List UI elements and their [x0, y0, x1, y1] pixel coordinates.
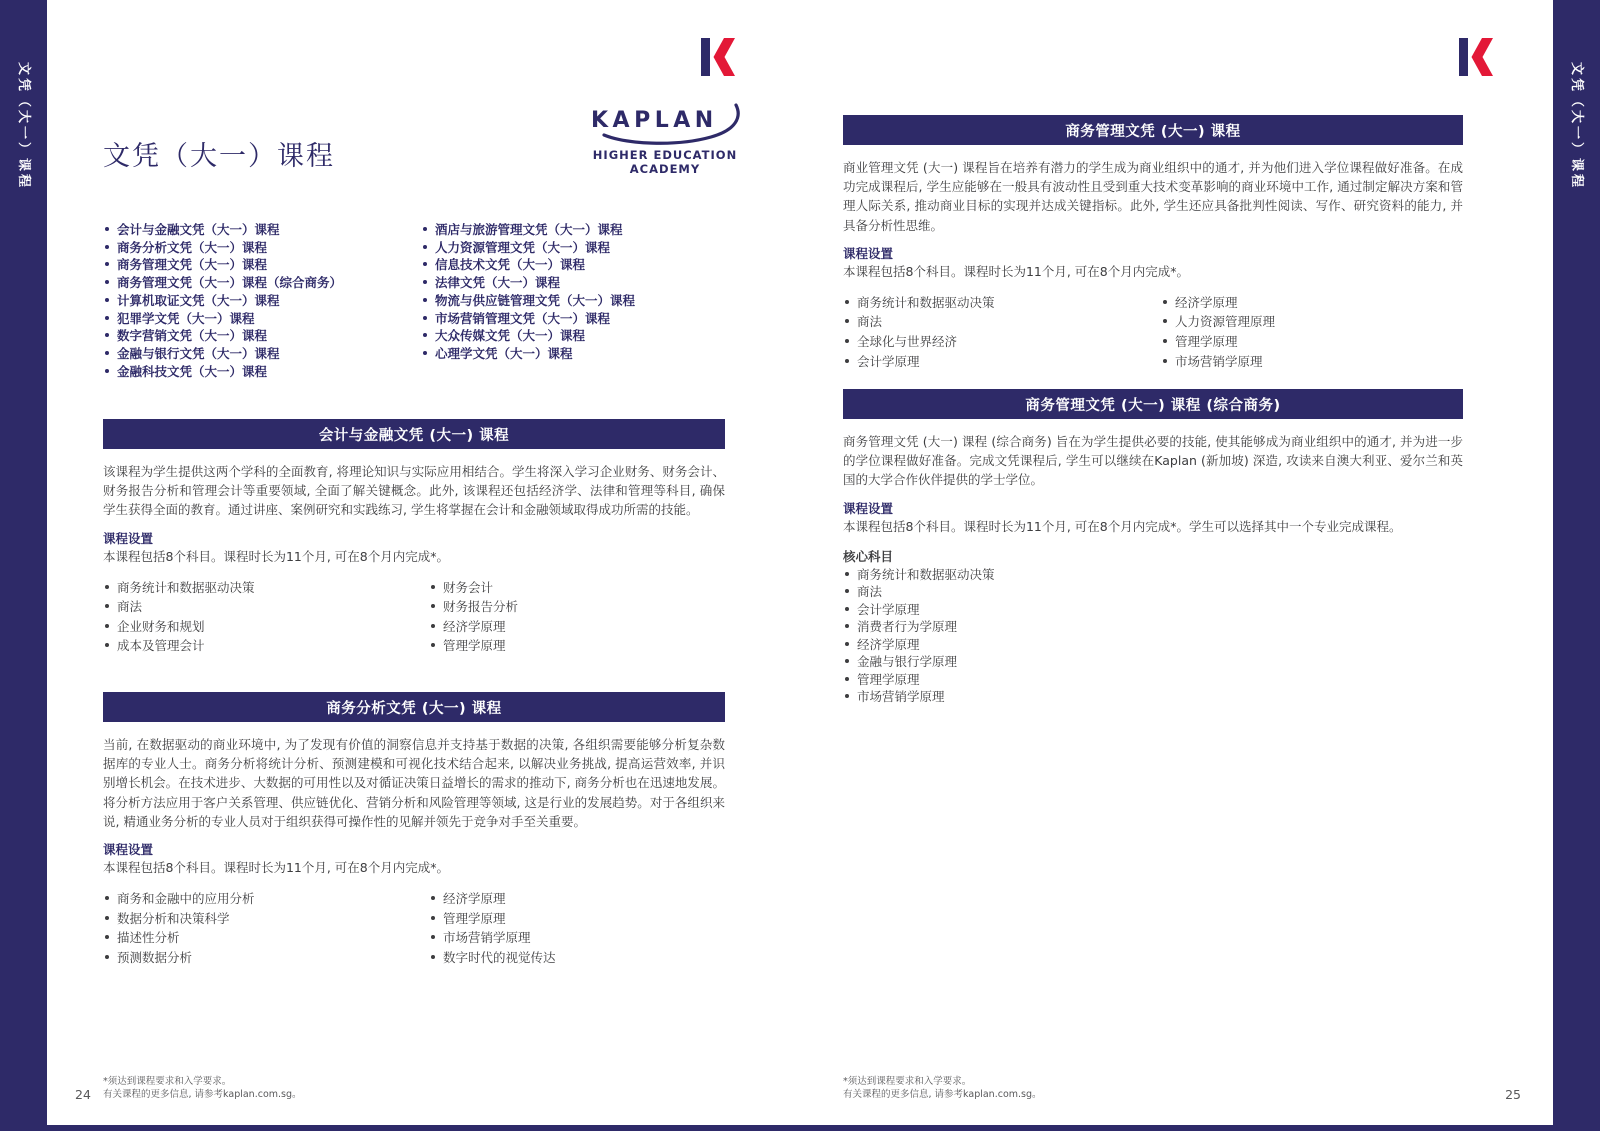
- bullet-icon: [845, 359, 849, 363]
- bullet-icon: [105, 262, 109, 266]
- subject-column-2: [1161, 293, 1463, 371]
- bullet-icon: [105, 369, 109, 373]
- list-item: [103, 345, 421, 363]
- list-item-label: 成本及管理会计: [117, 638, 205, 654]
- course-setup-heading: 课程设置: [843, 245, 894, 261]
- list-item: [429, 889, 725, 909]
- list-item-label: 会计与金融文凭（大一）课程: [117, 222, 280, 237]
- subject-column-2: [429, 889, 725, 967]
- course-link-column-2: [421, 221, 725, 380]
- list-item: [843, 653, 1463, 671]
- list-item-label: 管理学原理: [1175, 334, 1238, 349]
- bullet-icon: [845, 300, 849, 304]
- bullet-icon: [1163, 319, 1167, 323]
- section-business-management: [843, 115, 1463, 371]
- bullet-icon: [423, 280, 427, 284]
- list-item: [843, 352, 1161, 372]
- list-item-label: 商务和金融中的应用分析: [117, 891, 255, 907]
- list-item: [103, 636, 429, 656]
- list-item: [429, 636, 725, 656]
- section-banner: 会计与金融文凭 (大一) 课程: [103, 419, 725, 449]
- list-item: [421, 256, 725, 274]
- list-item-label: 商务统计和数据驱动决策: [117, 579, 255, 595]
- list-item-label: 企业财务和规划: [117, 618, 205, 634]
- section-description: 该课程为学生提供这两个学科的全面教育, 将理论知识与实际应用相结合。学生将深入学习企业财务、财务会计、财务报告分析和管理会计等重要领域, 全面了解关键概念。此外, 该课程还包括经济学、法律和管理等科目, 确保学生获得全面的教育。通过讲座、案例研究和实践练习, 学生将掌握在会计和金融领域取得成功所需的技能。: [103, 464, 725, 518]
- list-item: [843, 688, 1463, 706]
- list-item-label: 市场营销学原理: [857, 689, 945, 705]
- list-item-label: 经济学原理: [443, 891, 506, 907]
- list-item: [103, 274, 421, 292]
- list-item: [843, 332, 1161, 352]
- kaplan-subtitle-line2: ACADEMY: [629, 162, 701, 177]
- list-item-label: 市场营销管理文凭（大一）课程: [435, 310, 611, 326]
- list-item: [429, 597, 725, 617]
- list-item: [103, 239, 421, 257]
- bullet-icon: [431, 585, 435, 589]
- bullet-icon: [1163, 359, 1167, 363]
- list-item: [429, 617, 725, 637]
- list-item: [421, 221, 725, 239]
- list-item: [421, 274, 725, 292]
- list-item-label: 全球化与世界经济: [857, 334, 958, 349]
- subject-lists: [103, 889, 725, 967]
- list-item-label: 犯罪学文凭（大一）课程: [117, 310, 255, 326]
- list-item: [421, 345, 725, 363]
- page-footer: [75, 1076, 725, 1102]
- section-description: 当前, 在数据驱动的商业环境中, 为了发现有价值的洞察信息并支持基于数据的决策, 各组织需要能够分析复杂数据库的专业人士。商务分析将统计分析、预测建模和可视化技术结合起来, 以解决业务挑战, 提高运营效率, 并识别增长机会。在技术进步、大数据的可用性以及对循证决策日益增长的需求的推动下, 商务分析也在迅速地发展。将分析方法应用于客户关系管理、供应链优化、营销分析和风险管理等领域, 这是行业的发展趋势。对于各组织来说, 精通业务分析的专业人员对于组织获得可操作性的见解并领先于竞争对手至关重要。: [103, 737, 725, 829]
- list-item: [421, 327, 725, 345]
- section-description: 商业管理文凭 (大一) 课程旨在培养有潜力的学生成为商业组织中的通才, 并为他们进入学位课程做好准备。在成功完成课程后, 学生应能够在一般具有波动性且受到重大技术变革影响的商业环境中工作, 通过制定解决方案和管理人际关系, 推动商业目标的实现并达成关键指标。此外, 学生还应具备批判性阅读、写作、研究资料的能力, 并具备分析性思维。: [843, 160, 1463, 233]
- list-item-label: 管理学原理: [443, 910, 506, 926]
- bullet-icon: [423, 316, 427, 320]
- bullet-icon: [431, 604, 435, 608]
- course-setup-text: 本课程包括8个科目。课程时长为11个月, 可在8个月内完成*。学生可以选择其中一个专业完成课程。: [843, 518, 1402, 534]
- list-item-label: 商法: [857, 584, 883, 600]
- list-item-label: 法律文凭（大一）课程: [435, 275, 561, 291]
- bullet-icon: [423, 262, 427, 266]
- list-item-label: 商务管理文凭（大一）课程: [117, 257, 268, 273]
- list-item-label: 消费者行为学原理: [857, 619, 958, 635]
- bullet-icon: [105, 280, 109, 284]
- list-item: [843, 618, 1463, 636]
- page-24: [75, 0, 738, 1131]
- list-item-label: 描述性分析: [117, 930, 180, 946]
- bullet-icon: [431, 916, 435, 920]
- course-link-column-1: [103, 221, 421, 380]
- subject-lists: [103, 578, 725, 656]
- footnote-line1: *须达到课程要求和入学要求。: [843, 1076, 972, 1087]
- bullet-icon: [105, 955, 109, 959]
- kaplan-subtitle-line1: HIGHER EDUCATION: [592, 148, 738, 162]
- list-item: [103, 928, 429, 948]
- list-item-label: 市场营销学原理: [1175, 353, 1263, 369]
- list-item-label: 计算机取证文凭（大一）课程: [117, 292, 280, 308]
- list-item-label: 管理学原理: [857, 671, 920, 687]
- subject-column-2: [429, 578, 725, 656]
- course-setup-text: 本课程包括8个科目。课程时长为11个月, 可在8个月内完成*。: [103, 860, 450, 876]
- page-footer: [843, 1076, 1521, 1102]
- bullet-icon: [845, 607, 849, 611]
- list-item-label: 金融与银行文凭（大一）课程: [117, 345, 280, 361]
- list-item-label: 市场营销学原理: [443, 930, 531, 946]
- list-item-label: 心理学文凭（大一）课程: [435, 345, 573, 361]
- bullet-icon: [105, 316, 109, 320]
- list-item-label: 数字时代的视觉传达: [443, 949, 556, 965]
- bullet-icon: [105, 351, 109, 355]
- section-banner: 商务管理文凭 (大一) 课程: [843, 115, 1463, 145]
- bullet-icon: [105, 643, 109, 647]
- list-item-label: 财务报告分析: [443, 599, 519, 615]
- page-number: 24: [75, 1086, 91, 1102]
- bullet-icon: [845, 642, 849, 646]
- course-setup-text: 本课程包括8个科目。课程时长为11个月, 可在8个月内完成*。: [103, 548, 450, 564]
- list-item: [843, 601, 1463, 619]
- list-item: [843, 293, 1161, 313]
- bullet-icon: [423, 245, 427, 249]
- list-item-label: 人力资源管理文凭（大一）课程: [435, 239, 611, 255]
- bullet-icon: [1163, 339, 1167, 343]
- bullet-icon: [431, 935, 435, 939]
- bullet-icon: [105, 298, 109, 302]
- list-item-label: 信息技术文凭（大一）课程: [435, 257, 586, 273]
- kaplan-logo: [589, 38, 741, 177]
- bullet-icon: [845, 624, 849, 628]
- kaplan-k-icon: [701, 38, 737, 76]
- kaplan-wordmark-text: KAPLAN: [591, 108, 718, 133]
- bullet-icon: [105, 896, 109, 900]
- core-subject-list: [843, 566, 1463, 706]
- bullet-icon: [431, 955, 435, 959]
- list-item: [429, 928, 725, 948]
- list-item: [843, 583, 1463, 601]
- list-item: [843, 636, 1463, 654]
- list-item-label: 商法: [857, 314, 883, 330]
- list-item-label: 财务会计: [443, 579, 494, 595]
- section-banner: 商务管理文凭 (大一) 课程 (综合商务): [843, 389, 1463, 419]
- list-item-label: 数据分析和决策科学: [117, 910, 230, 926]
- list-item-label: 数字营销文凭（大一）课程: [117, 328, 268, 344]
- list-item: [1161, 312, 1463, 332]
- bullet-icon: [423, 298, 427, 302]
- list-item: [103, 597, 429, 617]
- course-setup-text: 本课程包括8个科目。课程时长为11个月, 可在8个月内完成*。: [843, 263, 1190, 279]
- right-vertical-tab-label: 文凭（大一）课程: [1569, 62, 1584, 191]
- page-25: [843, 0, 1521, 1131]
- bullet-icon: [845, 677, 849, 681]
- list-item-label: 物流与供应链管理文凭（大一）课程: [435, 292, 636, 308]
- bullet-icon: [105, 245, 109, 249]
- list-item-label: 金融与银行学原理: [857, 654, 958, 670]
- section-banner: 商务分析文凭 (大一) 课程: [103, 692, 725, 722]
- bullet-icon: [845, 572, 849, 576]
- list-item: [843, 671, 1463, 689]
- bullet-icon: [423, 227, 427, 231]
- list-item-label: 会计学原理: [857, 601, 920, 617]
- list-item: [103, 948, 429, 968]
- list-item-label: 预测数据分析: [117, 949, 193, 965]
- page-number: 25: [1505, 1086, 1521, 1102]
- bullet-icon: [845, 339, 849, 343]
- bullet-icon: [1163, 300, 1167, 304]
- list-item: [843, 312, 1161, 332]
- section-business-analytics: [103, 692, 725, 967]
- list-item: [1161, 352, 1463, 372]
- list-item-label: 金融科技文凭（大一）课程: [117, 363, 268, 379]
- list-item-label: 大众传媒文凭（大一）课程: [435, 328, 586, 344]
- list-item: [103, 256, 421, 274]
- list-item: [103, 889, 429, 909]
- bullet-icon: [105, 333, 109, 337]
- bullet-icon: [105, 227, 109, 231]
- bullet-icon: [431, 896, 435, 900]
- bullet-icon: [105, 604, 109, 608]
- course-setup-heading: 课程设置: [843, 500, 894, 516]
- list-item: [103, 310, 421, 328]
- kaplan-wordmark: [589, 102, 741, 146]
- bullet-icon: [845, 589, 849, 593]
- subject-lists: [843, 293, 1463, 371]
- list-item-label: 人力资源管理原理: [1175, 314, 1276, 330]
- kaplan-k-icon: [1459, 38, 1495, 76]
- list-item: [103, 617, 429, 637]
- list-item: [103, 292, 421, 310]
- list-item: [103, 578, 429, 598]
- list-item-label: 商务统计和数据驱动决策: [857, 294, 995, 310]
- list-item-label: 经济学原理: [857, 636, 920, 652]
- list-item: [421, 292, 725, 310]
- subject-column-1: [103, 889, 429, 967]
- section-business-management-integrated: [843, 389, 1463, 706]
- bullet-icon: [423, 333, 427, 337]
- list-item-label: 管理学原理: [443, 638, 506, 654]
- list-item: [429, 909, 725, 929]
- core-subjects-heading: 核心科目: [843, 548, 894, 564]
- bullet-icon: [845, 694, 849, 698]
- bullet-icon: [845, 659, 849, 663]
- left-vertical-tab-label: 文凭（大一）课程: [16, 62, 31, 191]
- list-item: [421, 310, 725, 328]
- list-item-label: 商务统计和数据驱动决策: [857, 566, 995, 582]
- footnote-line2: 有关课程的更多信息, 请参考kaplan.com.sg。: [103, 1088, 302, 1100]
- footnote-line1: *须达到课程要求和入学要求。: [103, 1076, 232, 1087]
- list-item: [103, 221, 421, 239]
- bullet-icon: [423, 351, 427, 355]
- list-item: [843, 566, 1463, 584]
- subject-column-1: [843, 293, 1161, 371]
- bullet-icon: [431, 643, 435, 647]
- list-item-label: 会计学原理: [857, 353, 920, 369]
- bullet-icon: [105, 916, 109, 920]
- course-setup-heading: 课程设置: [103, 530, 154, 546]
- bullet-icon: [431, 624, 435, 628]
- bullet-icon: [105, 585, 109, 589]
- section-accounting-finance: [103, 419, 725, 656]
- list-item: [429, 948, 725, 968]
- list-item: [429, 578, 725, 598]
- list-item-label: 酒店与旅游管理文凭（大一）课程: [435, 222, 623, 237]
- list-item-label: 商法: [117, 599, 143, 615]
- list-item-label: 商务管理文凭（大一）课程（综合商务）: [117, 275, 343, 291]
- subject-column-1: [103, 578, 429, 656]
- list-item: [1161, 332, 1463, 352]
- list-item-label: 经济学原理: [443, 618, 506, 634]
- list-item: [421, 239, 725, 257]
- course-setup-heading: 课程设置: [103, 842, 154, 858]
- bullet-icon: [105, 624, 109, 628]
- bullet-icon: [845, 319, 849, 323]
- list-item: [103, 327, 421, 345]
- course-link-lists: [103, 221, 725, 380]
- bullet-icon: [105, 935, 109, 939]
- list-item-label: 经济学原理: [1175, 294, 1238, 310]
- section-description: 商务管理文凭 (大一) 课程 (综合商务) 旨在为学生提供必要的技能, 使其能够成为商业组织中的通才, 并为进一步的学位课程做好准备。完成文凭课程后, 学生可以继续在Kaplan (新加坡) 深造, 攻读来自澳大利亚、爱尔兰和英国的大学合作伙伴提供的学士学位。: [843, 434, 1463, 488]
- page-title: 文凭（大一）课程: [103, 141, 335, 172]
- list-item: [103, 363, 421, 381]
- list-item: [1161, 293, 1463, 313]
- list-item-label: 商务分析文凭（大一）课程: [117, 239, 268, 255]
- footnote-line2: 有关课程的更多信息, 请参考kaplan.com.sg。: [843, 1088, 1042, 1100]
- list-item: [103, 909, 429, 929]
